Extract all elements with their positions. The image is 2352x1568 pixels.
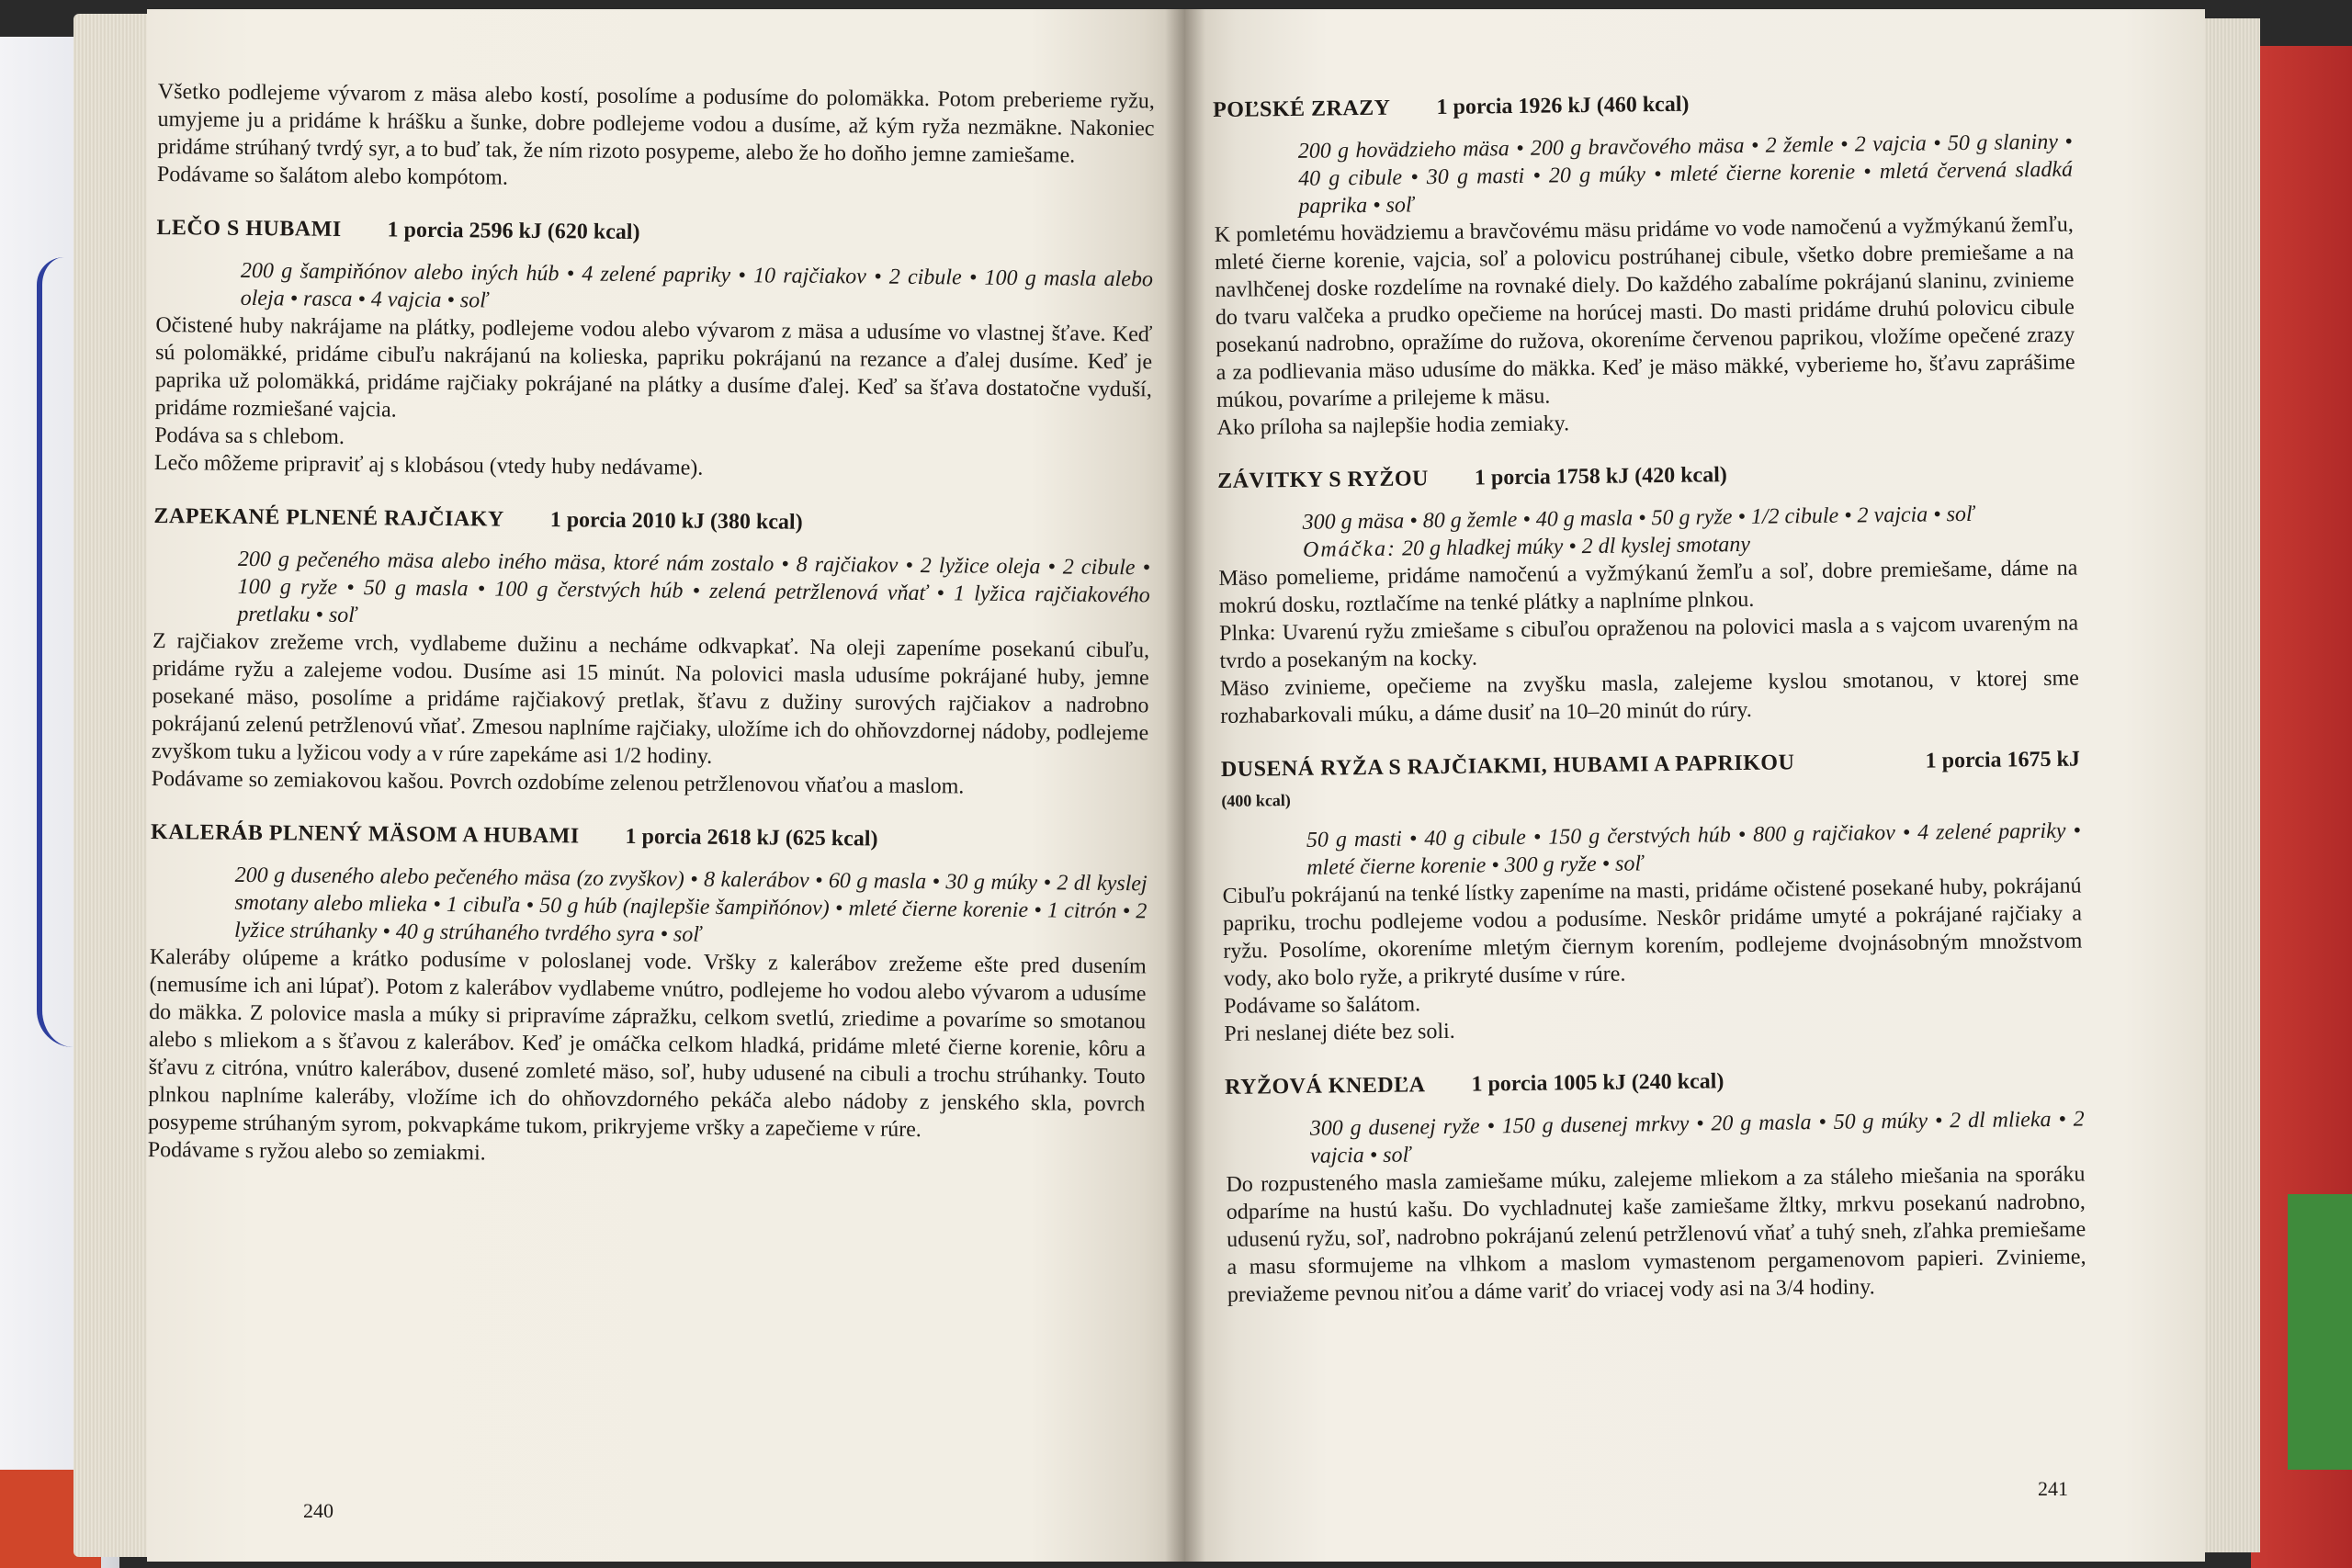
recipe-method: Lečo môžeme pripraviť aj s klobásou (vtedy huby nedávame). bbox=[153, 450, 704, 480]
recipe-portion: 1 porcia 1675 kJ bbox=[1925, 747, 2081, 773]
recipe-method: Mäso pomelieme, pridáme namočenú a vyžmýkanú žemľu a soľ, dobre premiešame, dáme na mokrú dosku, roztlačíme na tenké plátky a naplníme plnkou. bbox=[1218, 556, 2078, 618]
recipe-title: DUSENÁ RYŽA S RAJČIAKMI, HUBAMI A PAPRIKOU bbox=[1220, 750, 1795, 782]
recipe-method: Plnka: Uvarenú ryžu zmiešame s cibuľou opraženou na polovici masla a s vajcom uvareným na tvrdo a posekaným na kocky. bbox=[1218, 611, 2079, 673]
intro-serving: Podávame so šalátom alebo kompótom. bbox=[156, 162, 509, 190]
recipe-heading bbox=[151, 818, 1148, 855]
recipe-method: Podávame so šalátom. bbox=[1223, 992, 1421, 1019]
recipe-method: Z rajčiakov zrežeme vrch, vydlabeme dužinu a necháme odkvapkať. Na oleji zapeníme posekanú cibuľu, pridáme ryžu a zalejeme vodou. Dusíme asi 15 minút. Na polovici masla udusíme pokrájané huby, jemne posekané mäso, posolíme a pridáme rajčiakový pretlak, šťavu z dužiny surových rajčiakov a nadrobno pokrájanú zelenú petržlenovú vňať. Zmesou naplníme rajčiaky, uložíme ich do ohňovzdornej nádoby, podlejeme zvyškom tuku a lyžicou vody a v rúre zapekáme asi 1/2 hodiny. bbox=[151, 628, 1150, 769]
recipe-ingredients: 200 g šampiňónov alebo iných húb • 4 zelené papriky • 10 rajčiakov • 2 cibule • 100 g masla alebo oleja • rasca • 4 vajcia • soľ bbox=[240, 258, 1154, 313]
recipe-method: Očistené huby nakrájame na plátky, podlejeme vodou alebo vývarom z mäsa a udusíme vo vlastnej šťave. Keď sú polomäkké, pridáme cibuľu nakrájanú na kolieska, papriku pokrájanú na rezance a ďalej dusíme. Keď je paprika už polomäkká, pridáme rajčiaky pokrájané na plátky a dusíme ďalej. Keď sa šťava dostatočne vyduší, pridáme rozmiešané vajcia. bbox=[154, 312, 1153, 423]
recipe-ingredients: 50 g masti • 40 g cibule • 150 g čerstvých húb • 800 g rajčiakov • 4 zelené papriky • mleté čierne korenie • 300 g ryže • soľ bbox=[1306, 818, 2081, 880]
page-number-right: 241 bbox=[2038, 1477, 2068, 1500]
recipe-heading bbox=[1225, 1063, 2084, 1100]
recipe-title: ZAPEKANÉ PLNENÉ RAJČIAKY bbox=[153, 503, 504, 532]
recipe-method: Mäso zvinieme, opečieme na zvyšku masla, zalejeme kyslou smotanou, v ktorej sme rozhabarkovali múku, a dáme dusiť na 10–20 minút do rúry. bbox=[1219, 666, 2079, 728]
recipe-heading bbox=[156, 214, 1153, 251]
page-number-left: 240 bbox=[303, 1499, 334, 1522]
recipe-title: ZÁVITKY S RYŽOU bbox=[1216, 467, 1430, 493]
recipe-method: Do rozpusteného masla zamiešame múku, zalejeme mliekom a za stáleho miešania na sporáku odparíme na hustú kašu. Do vychladnutej kaše zamiešame žltky, mrkvu posekanú nadrobno, udusenú ryžu, soľ, nadrobno pokrájanú zelenú petržlenovú vňať a tuhý sneh, zľahka premiešame a masu sformujeme na vlhkom a maslom vymastenom pergamenovom papieri. Zvinieme, previažeme pevnou niťou a dáme variť do vriacej vody asi na 3/4 hodiny. bbox=[1226, 1162, 2086, 1307]
recipe-heading bbox=[1217, 457, 2076, 495]
recipe-ingredients: 200 g hovädzieho mäsa • 200 g bravčového mäsa • 2 žemle • 2 vajcia • 50 g slaniny • 40 g cibule • 30 g masti • 20 g múky • mleté čierne korenie • mletá červená sladká paprika • soľ bbox=[1297, 130, 2074, 219]
background-green-object bbox=[2288, 1194, 2352, 1470]
recipe-method: Podáva sa s chlebom. bbox=[154, 423, 345, 449]
recipe-heading bbox=[153, 502, 1150, 539]
recipe-method: Pri neslanej diéte bez soli. bbox=[1224, 1019, 1455, 1046]
recipe-title: LEČO S HUBAMI bbox=[156, 215, 342, 242]
recipe-portion: 1 porcia 1005 kJ (240 kcal) bbox=[1471, 1069, 1724, 1097]
book-gutter bbox=[1165, 9, 1205, 1562]
recipe-portion: 1 porcia 2618 kJ (625 kcal) bbox=[625, 824, 878, 852]
recipe-method: Kaleráby olúpeme a krátko podusíme v poloslanej vode. Vršky z kalerábov zrežeme ešte pred dusením (nemusíme ich ani lúpať). Potom z kalerábov vydlabeme vnútro, podlejeme ho vodou alebo vývarom a udusíme do mäkka. Z polovice masla a múky si pripravíme zápražku, celkom svetlú, zriedime a povaríme so smotanou alebo s mliekom a s šťavou z kalerábov. Keď je omáčka celkom hladká, pridáme mleté čierne korenie, kôru a šťavu z citróna, vnútro kalerábov, dusené zomleté mäso, soľ, huby udusené na cibuli a trochu strúhanky. Touto plnkou naplníme kaleráby, vložíme ich do ohňovzdorného pekáča alebo nádoby z jenského skla, povrch posypeme strúhaným syrom, pokvapkáme tukom, prikryjeme vršky a zapečieme v rúre. bbox=[147, 944, 1147, 1143]
recipe-ingredients: 300 g dusenej ryže • 150 g dusenej mrkvy • 20 g masla • 50 g múky • 2 dl mlieka • 2 vajcia • soľ bbox=[1309, 1107, 2085, 1168]
recipe-method: Cibuľu pokrájanú na tenké lístky zapeníme na masti, pridáme očistené posekané huby, pokrájanú papriku, trochu podlejeme vodou a podusíme. Neskôr pridáme umyté a pokrájané rajčiaky a ryžu. Posolíme, okoreníme mletým čiernym korením, podlejeme dvojnásobným množstvom vody, ako bolo ryže, a prikryté dusíme v rúre. bbox=[1222, 874, 2083, 991]
recipe-method: K pomletému hovädziemu a bravčovému mäsu pridáme vo vode namočenú a vyžmýkanú žemľu, mleté čierne korenie, vajcia, soľ a polovicu postrúhanej cibule, všetko dobre premiešame a na navlhčenej doske rozdelíme na rovnaké diely. Do každého zabalíme pokrájanú slaninu, zvinieme do tvaru valčeka a prudko opečieme na horúcej masti. Do masti pridáme druhú polovicu cibule posekanú nadrobno, opražíme do ružova, okoreníme červenou paprikou, vložíme opečené zrazy a za podlievania mäso udusíme do mäkka. Keď je mäso mäkké, vyberieme ho, šťavu zaprášime múkou, povaríme a prilejeme k mäsu. bbox=[1214, 212, 2075, 412]
recipe-title: RYŽOVÁ KNEDĽA bbox=[1225, 1073, 1426, 1100]
recipe-portion: 1 porcia 1926 kJ (460 kcal) bbox=[1436, 92, 1690, 120]
recipe-ingredients: 200 g pečeného mäsa alebo iného mäsa, ktoré nám zostalo • 8 rajčiakov • 2 lyžice oleja • 2 cibule • 100 g ryže • 50 g masla • 100 g čerstvých húb • zelená petržlenová vňať • 1 lyžica rajčiakového pretlaku • soľ bbox=[237, 547, 1151, 628]
recipe-ingredients: 300 g mäsa • 80 g žemle • 40 g masla • 50 g ryže • 1/2 cibule • 2 vajcia • soľ bbox=[1302, 502, 1974, 535]
right-text-column bbox=[1213, 86, 2086, 1309]
recipe-method: Podávame s ryžou alebo so zemiakmi. bbox=[147, 1137, 486, 1166]
recipe-portion-kcal: (400 kcal) bbox=[1221, 791, 1291, 810]
sauce-label: Omáčka: bbox=[1302, 536, 1397, 562]
recipe-method: Podávame so zemiakovou kašou. Povrch ozdobíme zelenou petržlenovou vňaťou a maslom. bbox=[151, 766, 965, 799]
left-text-column bbox=[148, 78, 1155, 1173]
recipe-title: KALERÁB PLNENÝ MÄSOM A HUBAMI bbox=[150, 819, 580, 849]
recipe-method: Ako príloha sa najlepšie hodia zemiaky. bbox=[1216, 412, 1570, 440]
recipe-portion: 1 porcia 2010 kJ (380 kcal) bbox=[549, 508, 803, 535]
recipe-portion: 1 porcia 2596 kJ (620 kcal) bbox=[387, 218, 640, 245]
recipe-ingredients: 200 g duseného alebo pečeného mäsa (zo zvyškov) • 8 kalerábov • 60 g masla • 30 g múky • 2 dl kyslej smotany alebo mlieka • 1 cibuľa • 50 g húb (najlepšie šampiňónov) • mleté čierne korenie • 1 citrón • 2 lyžice strúhanky • 40 g strúhaného tvrdého syra • soľ bbox=[233, 863, 1148, 947]
recipe-portion: 1 porcia 1758 kJ (420 kcal) bbox=[1474, 463, 1727, 491]
intro-paragraph: Všetko podlejeme vývarom z mäsa alebo kostí, posolíme a podusíme do polomäkka. Potom preberieme ryžu, umyjeme ju a pridáme k hrášku a šunke, dobre podlejeme vodou a dusíme, až kým ryža nezmäkne. Nakoniec pridáme strúhaný tvrdý syr, a to buď tak, že ním rizoto posypeme, alebo že ho doňho jemne zamiešame. bbox=[157, 79, 1155, 168]
sauce-ingredients: 20 g hladkej múky • 2 dl kyslej smotany bbox=[1401, 532, 1751, 561]
recipe-title: POĽSKÉ ZRAZY bbox=[1213, 96, 1391, 122]
